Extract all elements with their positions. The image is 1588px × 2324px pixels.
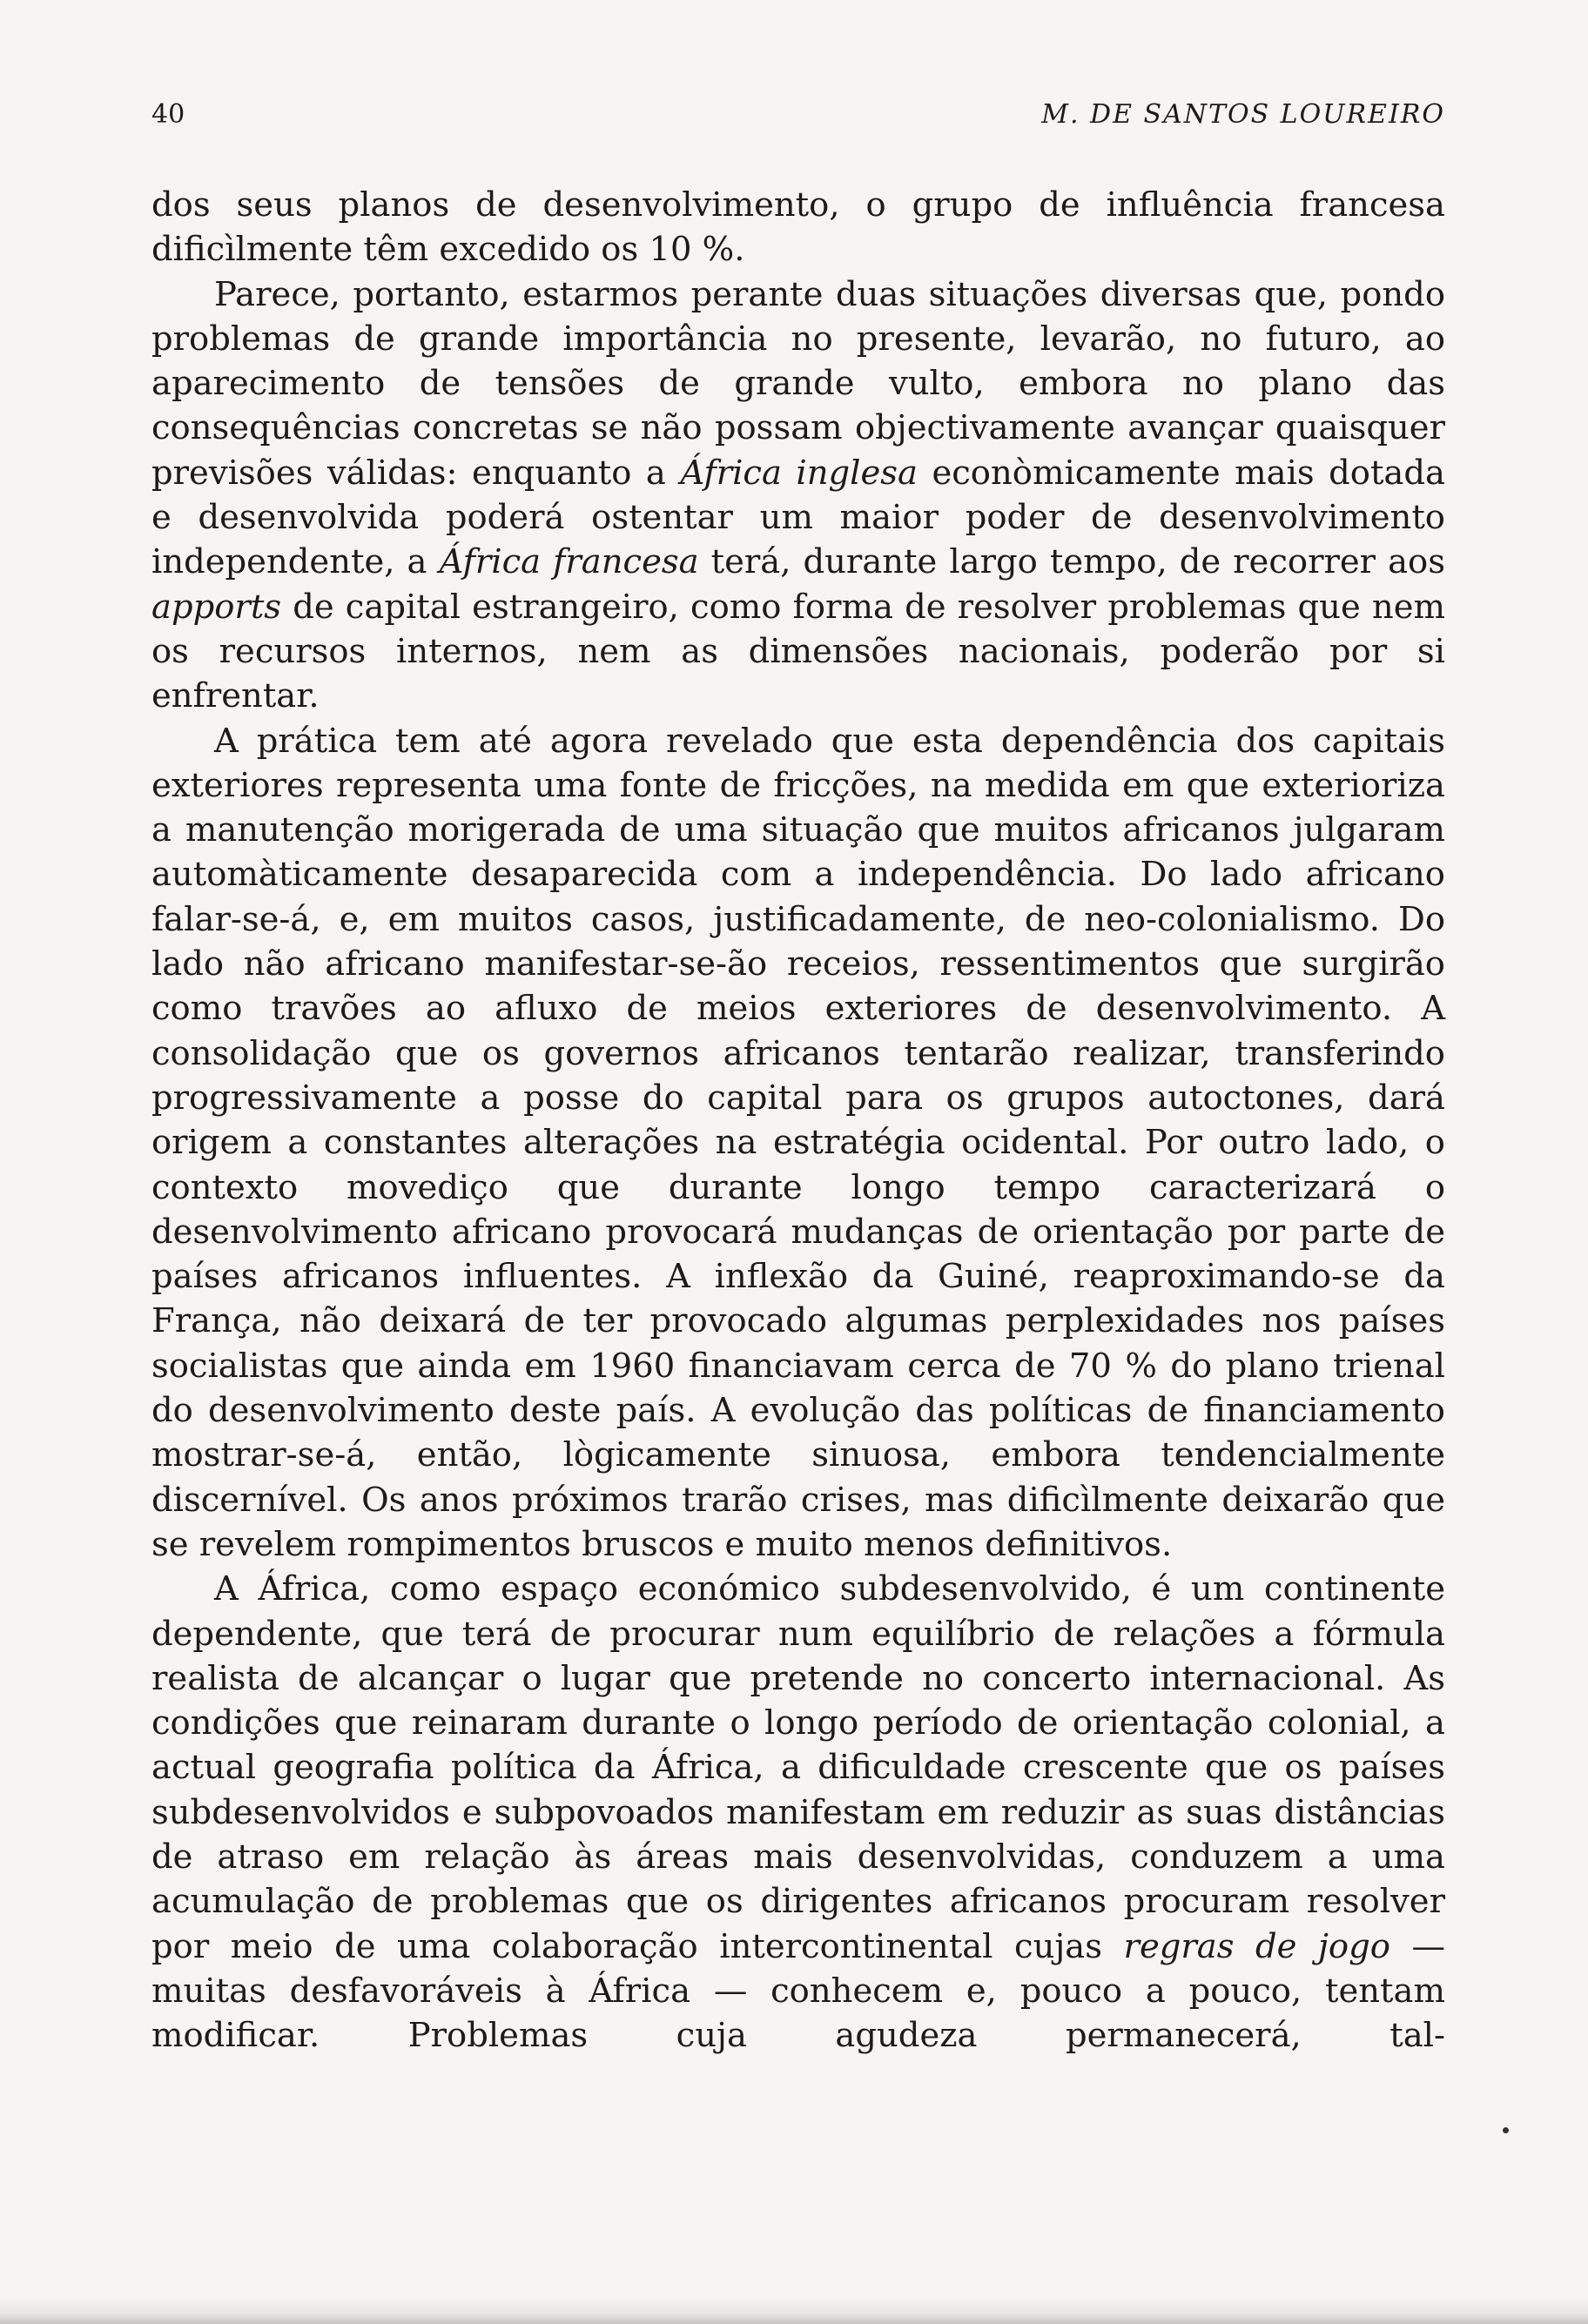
paragraph-africa-economic-space [151, 1567, 1445, 2058]
paragraph-continued: dos seus planos de desenvolvimento, o grupo de influência francesa dificìlmente têm excedido os 10 %. [151, 185, 1445, 270]
italic-term: África francesa [439, 542, 699, 582]
paragraph-text: Parece, portanto, estarmos perante duas situações diversas que, pondo problemas de grande importância no presente, levarão, no futuro, ao aparecimento de tensões de grande vulto, embora no plano das consequências concretas se não possam objectivamente avançar quaisquer previsões válidas: enquanto a [151, 274, 1445, 493]
paragraph-text: — muitas desfavoráveis à África — conhecem e, pouco a pouco, tentam modificar. Problemas cuja agudeza permanecerá, tal- [151, 1926, 1445, 2056]
scan-bottom-edge [0, 2298, 1588, 2324]
paragraph-two-situations [151, 272, 1445, 719]
paragraph-text: de capital estrangeiro, como forma de resolver problemas que nem os recursos internos, nem as dimensões nacionais, poderão por si enfrentar. [151, 587, 1445, 716]
paragraph-text: econòmicamente mais dotada e desenvolvida poderá ostentar um maior poder de desenvolvimento independente, a [151, 453, 1445, 582]
scan-speck [1503, 2127, 1509, 2133]
paragraph-dependence: A prática tem até agora revelado que esta dependência dos capitais exteriores representa uma fonte de fricções, na medida em que exterioriza a manutenção morigerada de uma situação que muitos africanos julgaram automàticamente desaparecida com a independência. Do lado africano falar-se-á, e, em muitos casos, justificadamente, de neo-colonialismo. Do lado não africano manifestar-se-ão receios, ressentimentos que surgirão como travões ao afluxo de meios exteriores de desenvolvimento. A consolidação que os governos africanos tentarão realizar, transferindo progressivamente a posse do capital para os grupos autoctones, dará origem a constantes alterações na estratégia ocidental. Por outro lado, o contexto movediço que durante longo tempo caracterizará o desenvolvimento africano provocará mudanças de orientação por parte de países africanos influentes. A inflexão da Guiné, reaproximando-se da França, não deixará de ter provocado algumas perplexidades nos países socialistas que ainda em 1960 financiavam cerca de 70 % do plano trienal do desenvolvimento deste país. A evolução das políticas de financiamento mostrar-se-á, então, lògicamente sinuosa, embora tendencialmente discernível. Os anos próximos trarão crises, mas dificìlmente deixarão que se revelem rompimentos bruscos e muito menos definitivos. [151, 721, 1445, 1564]
running-head [151, 97, 1445, 132]
body-text [151, 183, 1445, 2058]
running-head-author: M. DE SANTOS LOUREIRO [1041, 99, 1445, 130]
italic-term: apports [151, 587, 282, 627]
italic-term: regras de jogo [1123, 1926, 1390, 1966]
paragraph-text: A África, como espaço económico subdesenvolvido, é um continente dependente, que terá de procurar num equilíbrio de relações a fórmula realista de alcançar o lugar que pretende no concerto internacional. As condições que reinaram durante o longo período de orientação colonial, a actual geografia política da África, a dificuldade crescente que os países subdesenvolvidos e subpovoados manifestam em reduzir as suas distâncias de atraso em relação às áreas mais desenvolvidas, conduzem a uma acumulação de problemas que os dirigentes africanos procuram resolver por meio de uma colaboração intercontinental cujas [151, 1569, 1445, 1966]
paragraph-text: terá, durante largo tempo, de recorrer aos [698, 542, 1445, 582]
italic-term: África inglesa [680, 453, 918, 493]
page-number: 40 [151, 99, 185, 130]
